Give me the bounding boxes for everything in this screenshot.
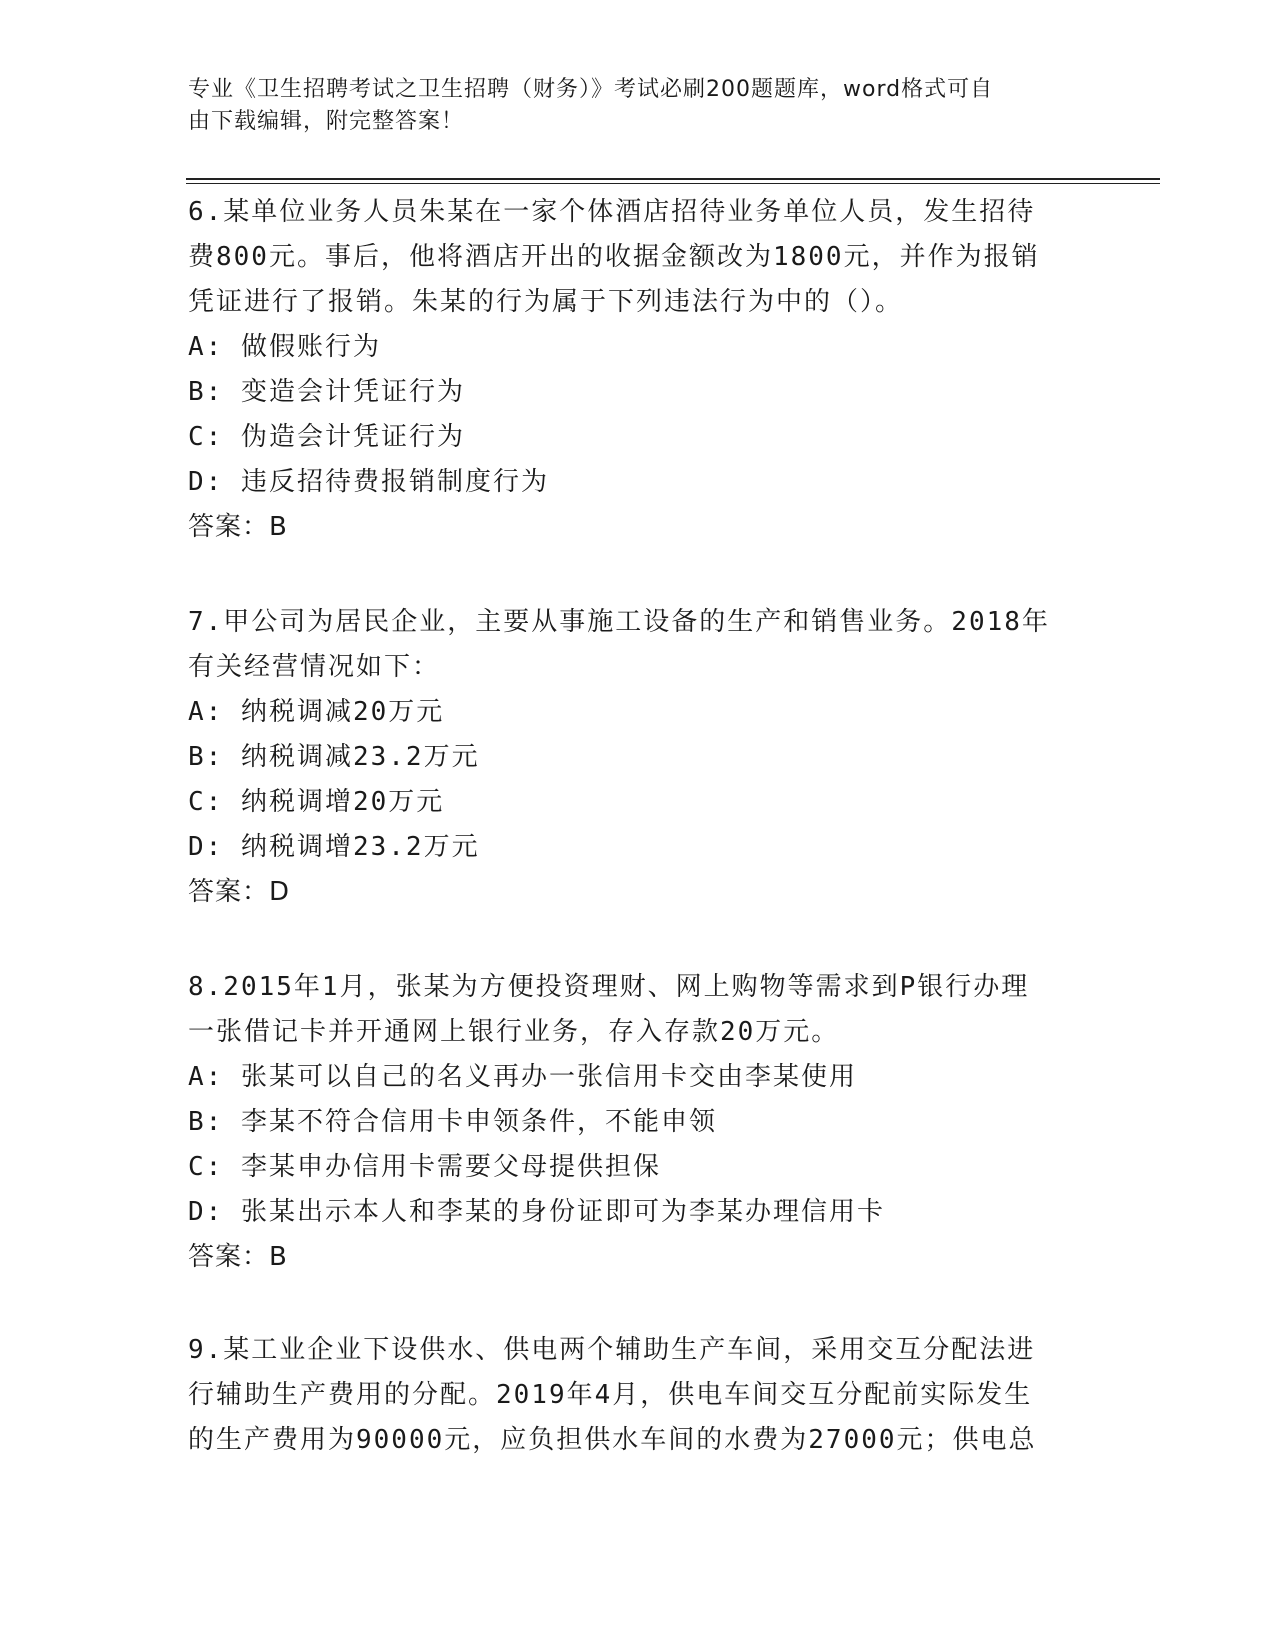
question-stem-line: 7.甲公司为居民企业，主要从事施工设备的生产和销售业务。2018年 bbox=[188, 607, 1050, 637]
header-line-1: 专业《卫生招聘考试之卫生招聘（财务）》考试必刷200题题库，word格式可自 bbox=[188, 77, 994, 102]
question-6 bbox=[188, 190, 1088, 550]
answer-label: 答案：B bbox=[188, 1242, 288, 1272]
answer-label: 答案：B bbox=[188, 512, 288, 542]
question-stem-line: 9.某工业企业下设供水、供电两个辅助生产车间，采用交互分配法进 bbox=[188, 1335, 1036, 1365]
page-header bbox=[188, 74, 1068, 138]
question-stem-line: 6.某单位业务人员朱某在一家个体酒店招待业务单位人员，发生招待 bbox=[188, 197, 1036, 227]
option-d: D: 张某出示本人和李某的身份证即可为李某办理信用卡 bbox=[188, 1197, 885, 1227]
option-c: C: 李某申办信用卡需要父母提供担保 bbox=[188, 1152, 661, 1182]
question-8 bbox=[188, 965, 1088, 1280]
option-d: D: 违反招待费报销制度行为 bbox=[188, 467, 549, 497]
header-divider-thin bbox=[186, 183, 1160, 184]
option-b: B: 李某不符合信用卡申领条件，不能申领 bbox=[188, 1107, 717, 1137]
option-d: D: 纳税调增23.2万元 bbox=[188, 832, 480, 862]
option-c: C: 纳税调增20万元 bbox=[188, 787, 445, 817]
header-line-2: 由下载编辑，附完整答案！ bbox=[188, 109, 465, 134]
question-stem-line: 行辅助生产费用的分配。2019年4月，供电车间交互分配前实际发生 bbox=[188, 1380, 1033, 1410]
option-c: C: 伪造会计凭证行为 bbox=[188, 422, 465, 452]
question-stem-line: 8.2015年1月，张某为方便投资理财、网上购物等需求到P银行办理 bbox=[188, 972, 1030, 1002]
question-stem-line: 凭证进行了报销。朱某的行为属于下列违法行为中的（）。 bbox=[188, 287, 904, 317]
question-stem-line: 有关经营情况如下： bbox=[188, 652, 441, 682]
option-a: A: 做假账行为 bbox=[188, 332, 381, 362]
question-stem-line: 费800元。事后，他将酒店开出的收据金额改为1800元，并作为报销 bbox=[188, 242, 1040, 272]
question-7 bbox=[188, 600, 1088, 915]
answer-label: 答案：D bbox=[188, 877, 291, 907]
question-stem-line: 的生产费用为90000元，应负担供水车间的水费为27000元；供电总 bbox=[188, 1425, 1037, 1455]
option-a: A: 纳税调减20万元 bbox=[188, 697, 445, 727]
question-list bbox=[188, 190, 1088, 1513]
question-9 bbox=[188, 1328, 1088, 1463]
option-b: B: 变造会计凭证行为 bbox=[188, 377, 465, 407]
option-a: A: 张某可以自己的名义再办一张信用卡交由李某使用 bbox=[188, 1062, 857, 1092]
option-b: B: 纳税调减23.2万元 bbox=[188, 742, 480, 772]
question-stem-line: 一张借记卡并开通网上银行业务，存入存款20万元。 bbox=[188, 1017, 840, 1047]
header-divider-thick bbox=[186, 178, 1160, 180]
